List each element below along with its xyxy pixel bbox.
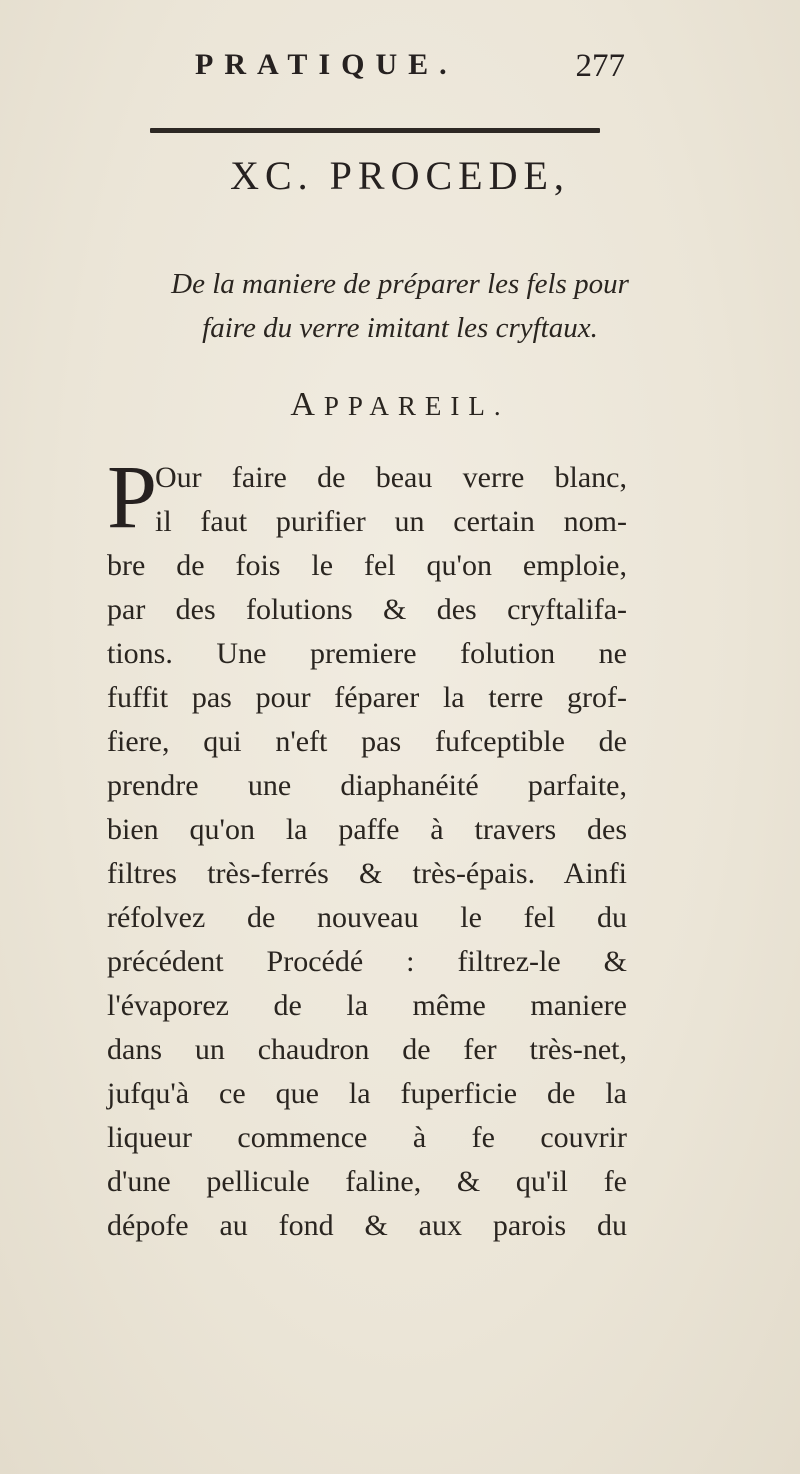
text-line: Our faire de beau verre blanc, bbox=[155, 461, 627, 494]
text-line: fiere, qui n'eft pas fufceptible de bbox=[107, 725, 627, 758]
drop-cap: P bbox=[107, 448, 158, 547]
text-line: fuffit pas pour féparer la terre grof- bbox=[107, 681, 627, 714]
text-line: d'une pellicule faline, & qu'il fe bbox=[107, 1165, 627, 1198]
section-heading-cap: A bbox=[290, 386, 324, 423]
text-line: réfolvez de nouveau le fel du bbox=[107, 901, 627, 934]
subtitle-line-1: De la maniere de préparer les fels pour bbox=[171, 268, 629, 300]
text-line: il faut purifier un certain nom- bbox=[155, 505, 627, 538]
text-line: précédent Procédé : filtrez-le & bbox=[107, 945, 627, 978]
text-line: l'évaporez de la même maniere bbox=[107, 989, 627, 1022]
text-line: liqueur commence à fe couvrir bbox=[107, 1121, 627, 1154]
page-number: 277 bbox=[575, 48, 625, 84]
text-line: bre de fois le fel qu'on emploie, bbox=[107, 549, 627, 582]
text-line: filtres très-ferrés & très-épais. Ainfi bbox=[107, 857, 627, 890]
text-line: dans un chaudron de fer très-net, bbox=[107, 1033, 627, 1066]
chapter-heading: XC. PROCEDE, bbox=[230, 153, 570, 198]
section-heading-rest: PPAREIL. bbox=[323, 391, 510, 421]
running-head-title: PRATIQUE. bbox=[195, 48, 458, 81]
text-line: par des folutions & des cryftalifa- bbox=[107, 593, 627, 626]
text-line: dépofe au fond & aux parois du bbox=[107, 1209, 627, 1242]
header-rule bbox=[150, 128, 600, 133]
running-head bbox=[195, 48, 625, 96]
text-line: prendre une diaphanéité parfaite, bbox=[107, 769, 627, 802]
text-line: bien qu'on la paffe à travers des bbox=[107, 813, 627, 846]
text-line: tions. Une premiere folution ne bbox=[107, 637, 627, 670]
section-heading bbox=[0, 386, 800, 424]
subtitle-line-2: faire du verre imitant les cryftaux. bbox=[202, 312, 598, 344]
text-line: jufqu'à ce que la fuperficie de la bbox=[107, 1077, 627, 1110]
body-text bbox=[107, 448, 627, 1248]
